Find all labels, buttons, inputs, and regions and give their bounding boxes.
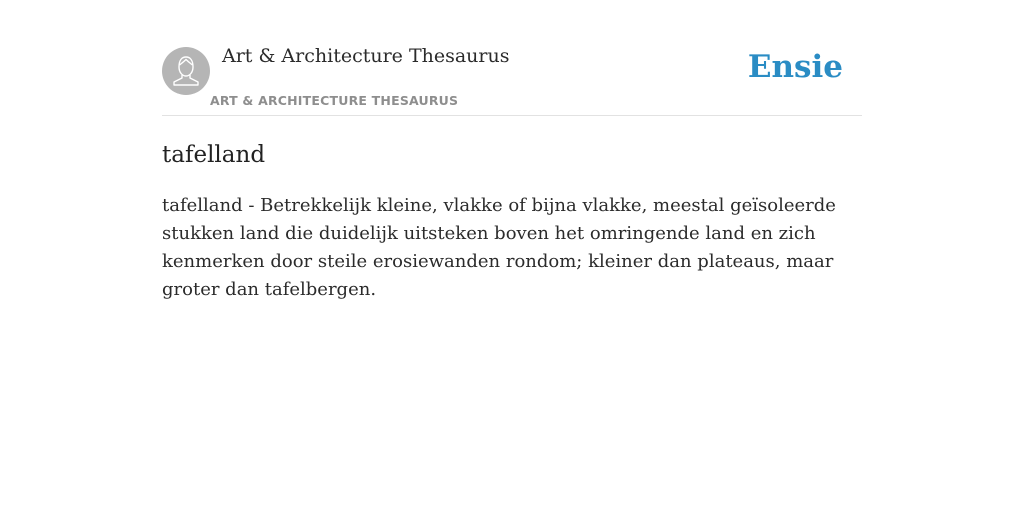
avatar[interactable]: [162, 47, 210, 95]
source-header: [162, 0, 862, 116]
source-title[interactable]: Art & Architecture Thesaurus: [222, 45, 510, 67]
definition-text: tafelland - Betrekkelijk kleine, vlakke of bijna vlakke, meestal geïsoleerde stukken land die duidelijk uitsteken boven het omringende land en zich kenmerken door steile erosiewanden rondom; kleiner dan plateaus, maar groter dan tafelbergen.: [162, 195, 836, 300]
user-icon: [162, 47, 210, 95]
page-container: [162, 0, 862, 304]
brand-logo[interactable]: Ensie: [747, 49, 843, 85]
source-subtitle[interactable]: ART & ARCHITECTURE THESAURUS: [210, 93, 459, 108]
page-title: tafelland: [162, 142, 266, 168]
